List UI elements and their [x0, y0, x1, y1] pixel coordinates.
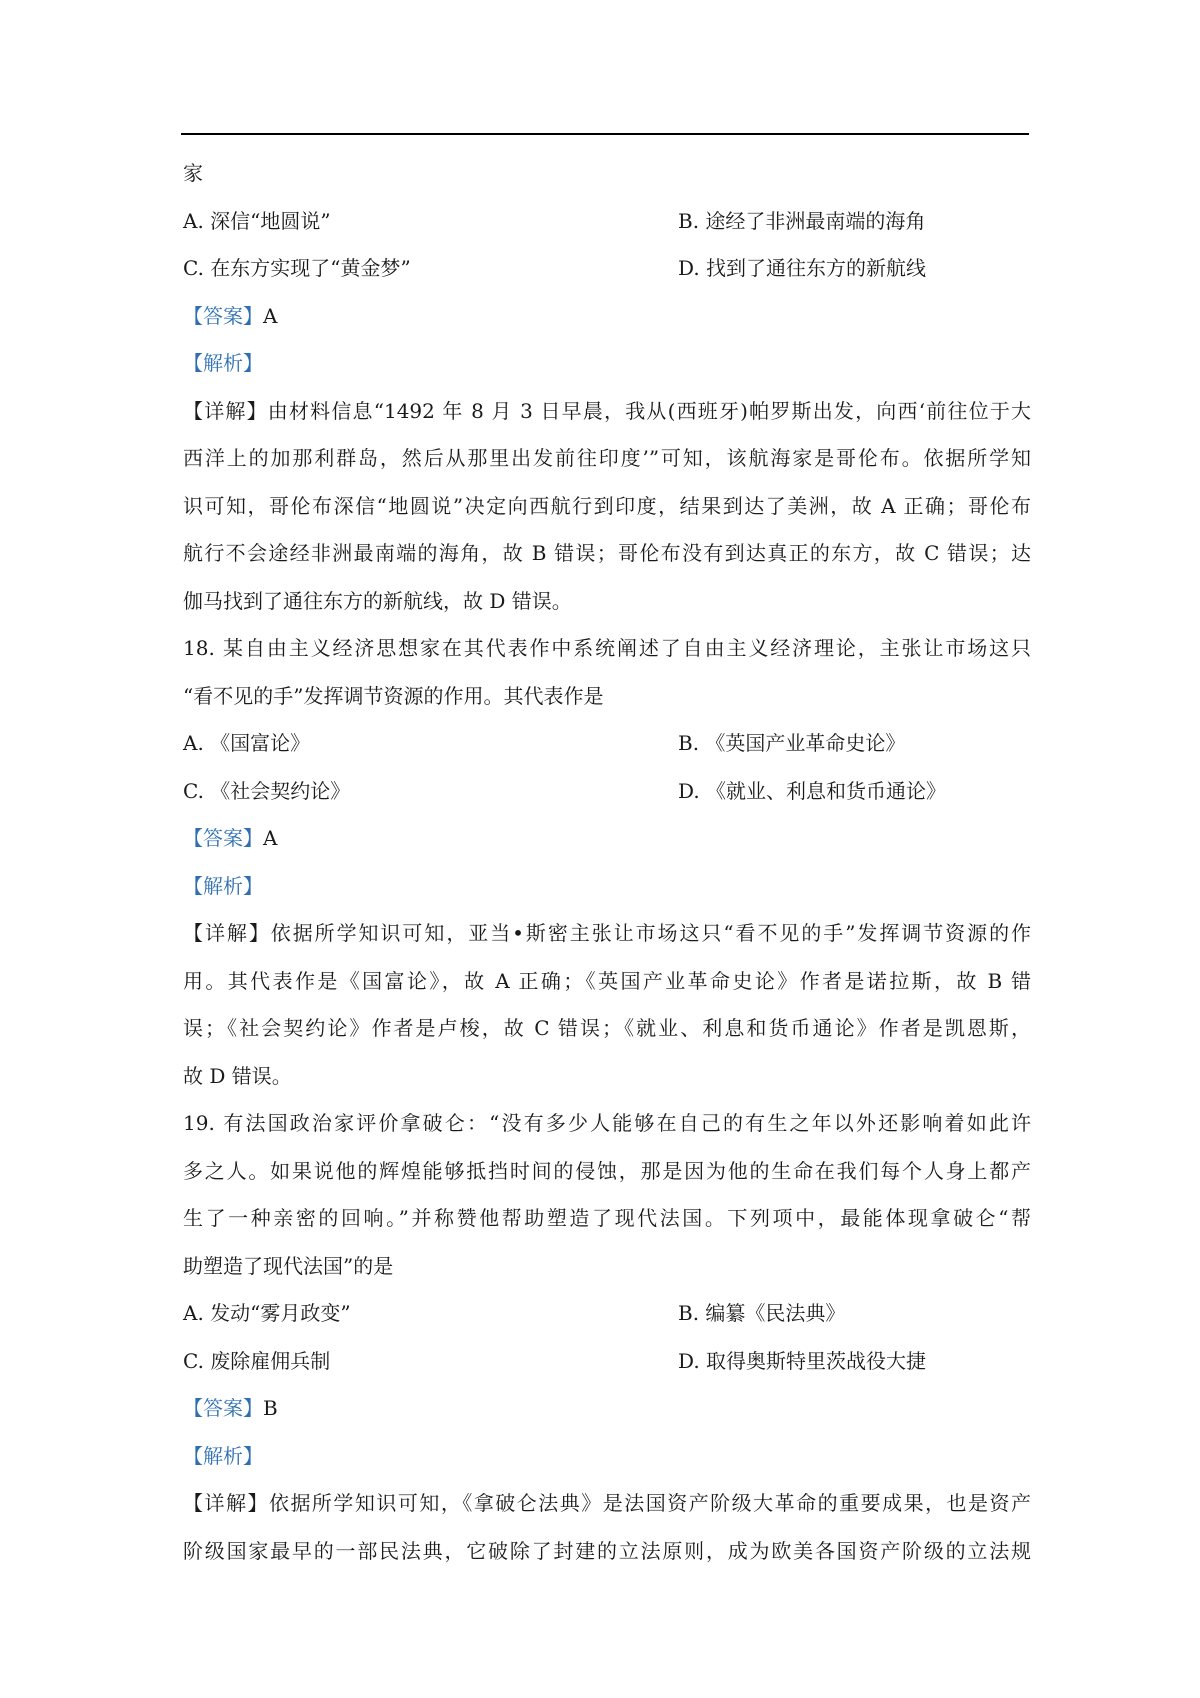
q18-option-b: B. 《英国产业革命史论》: [678, 731, 906, 755]
analysis-tag: 【解析】: [183, 351, 263, 375]
q18-options-row-2: [183, 768, 1031, 816]
q17-detail: [183, 388, 1031, 626]
q17-option-d: D. 找到了通往东方的新航线: [678, 256, 927, 280]
stem-line: 18. 某自由主义经济思想家在其代表作中系统阐述了自由主义经济理论，主张让市场这只: [183, 636, 1031, 660]
detail-line: [183, 910, 1031, 958]
q17-option-a: A. 深信“地圆说”: [183, 208, 331, 233]
detail-line: 用。其代表作是《国富论》，故 A 正确；《英国产业革命史论》作者是诺拉斯，故 B 错: [183, 968, 1031, 993]
stem-line: 生了一种亲密的回响。”并称赞他帮助塑造了现代法国。下列项中，最能体现拿破仑“帮: [183, 1206, 1031, 1230]
q19-option-d: D. 取得奥斯特里茨战役大捷: [678, 1348, 927, 1373]
analysis-tag: 【解析】: [183, 1443, 263, 1468]
detail-tag: 【详解】: [183, 1491, 269, 1515]
detail-line: 阶级国家最早的一部民法典，它破除了封建的立法原则，成为欧美各国资产阶级的立法规: [183, 1538, 1031, 1563]
detail-line: 识可知，哥伦布深信“地圆说”决定向西航行到印度，结果到达了美洲，故 A 正确；哥伦布: [183, 493, 1031, 518]
detail-text: 依据所学知识可知，亚当•斯密主张让市场这只“看不见的手”发挥调节资源的作: [270, 921, 1032, 945]
q18-option-d: D. 《就业、利息和货币通论》: [678, 778, 947, 803]
q19-analysis: [183, 1433, 1031, 1481]
answer-tag: 【答案】: [183, 1396, 263, 1420]
stem-line: “看不见的手”发挥调节资源的作用。其代表作是: [183, 683, 604, 708]
q17-stem-tail: 家: [183, 161, 203, 185]
stem-line: 助塑造了现代法国”的是: [183, 1253, 394, 1278]
q19-stem: [183, 1100, 1031, 1290]
q18-options-row-1: [183, 720, 1031, 768]
detail-text: 由材料信息“1492 年 8 月 3 日早晨，我从(西班牙)帕罗斯出发，向西‘前往位于大: [267, 398, 1032, 423]
detail-line: 西洋上的加那利群岛，然后从那里出发前往印度’”可知，该航海家是哥伦布。依据所学知: [183, 446, 1031, 470]
q18-detail: [183, 910, 1031, 1100]
answer-value: A: [263, 303, 278, 328]
answer-tag: 【答案】: [183, 826, 263, 850]
stem-line: 多之人。如果说他的辉煌能够抵挡时间的侵蚀，那是因为他的生命在我们每个人身上都产: [183, 1158, 1031, 1183]
stem-line: 19. 有法国政治家评价拿破仑：“没有多少人能够在自己的有生之年以外还影响着如此许: [183, 1111, 1031, 1135]
detail-line: 航行不会途经非洲最南端的海角，故 B 错误；哥伦布没有到达真正的东方，故 C 错误；达: [183, 541, 1031, 565]
q18-option-c: C. 《社会契约论》: [183, 778, 351, 803]
detail-text: 依据所学知识可知，《拿破仑法典》是法国资产阶级大革命的重要成果，也是资产: [268, 1491, 1032, 1515]
q19-option-c: C. 废除雇佣兵制: [183, 1348, 331, 1373]
q17-options-row-2: [183, 245, 1031, 293]
answer-value: B: [263, 1396, 278, 1420]
q19-option-b: B. 编纂《民法典》: [678, 1301, 846, 1325]
detail-line: [183, 388, 1031, 436]
document-body: [183, 150, 1031, 1575]
q17-analysis: [183, 340, 1031, 388]
q18-option-a: A. 《国富论》: [183, 731, 311, 755]
detail-line: [183, 1480, 1031, 1528]
q17-option-b: B. 途经了非洲最南端的海角: [678, 208, 926, 233]
detail-line: 故 D 错误。: [183, 1063, 292, 1088]
analysis-tag: 【解析】: [183, 873, 263, 898]
q19-answer: [183, 1385, 1031, 1433]
q19-option-a: A. 发动“雾月政变”: [183, 1301, 351, 1325]
q18-answer: [183, 815, 1031, 863]
answer-tag: 【答案】: [183, 303, 263, 328]
q19-options-row-1: [183, 1290, 1031, 1338]
header-rule: [181, 133, 1029, 135]
q17-option-c: C. 在东方实现了“黄金梦”: [183, 256, 411, 280]
detail-line: 误；《社会契约论》作者是卢梭，故 C 错误；《就业、利息和货币通论》作者是凯恩斯，: [183, 1016, 1031, 1040]
q17-options-row-1: [183, 198, 1031, 246]
q19-detail: [183, 1480, 1031, 1575]
answer-value: A: [263, 826, 278, 850]
q19-options-row-2: [183, 1338, 1031, 1386]
q18-analysis: [183, 863, 1031, 911]
detail-tag: 【详解】: [183, 921, 271, 945]
q18-stem: [183, 625, 1031, 720]
q17-answer: [183, 293, 1031, 341]
detail-tag: 【详解】: [183, 398, 268, 423]
detail-line: 伽马找到了通往东方的新航线，故 D 错误。: [183, 588, 572, 613]
